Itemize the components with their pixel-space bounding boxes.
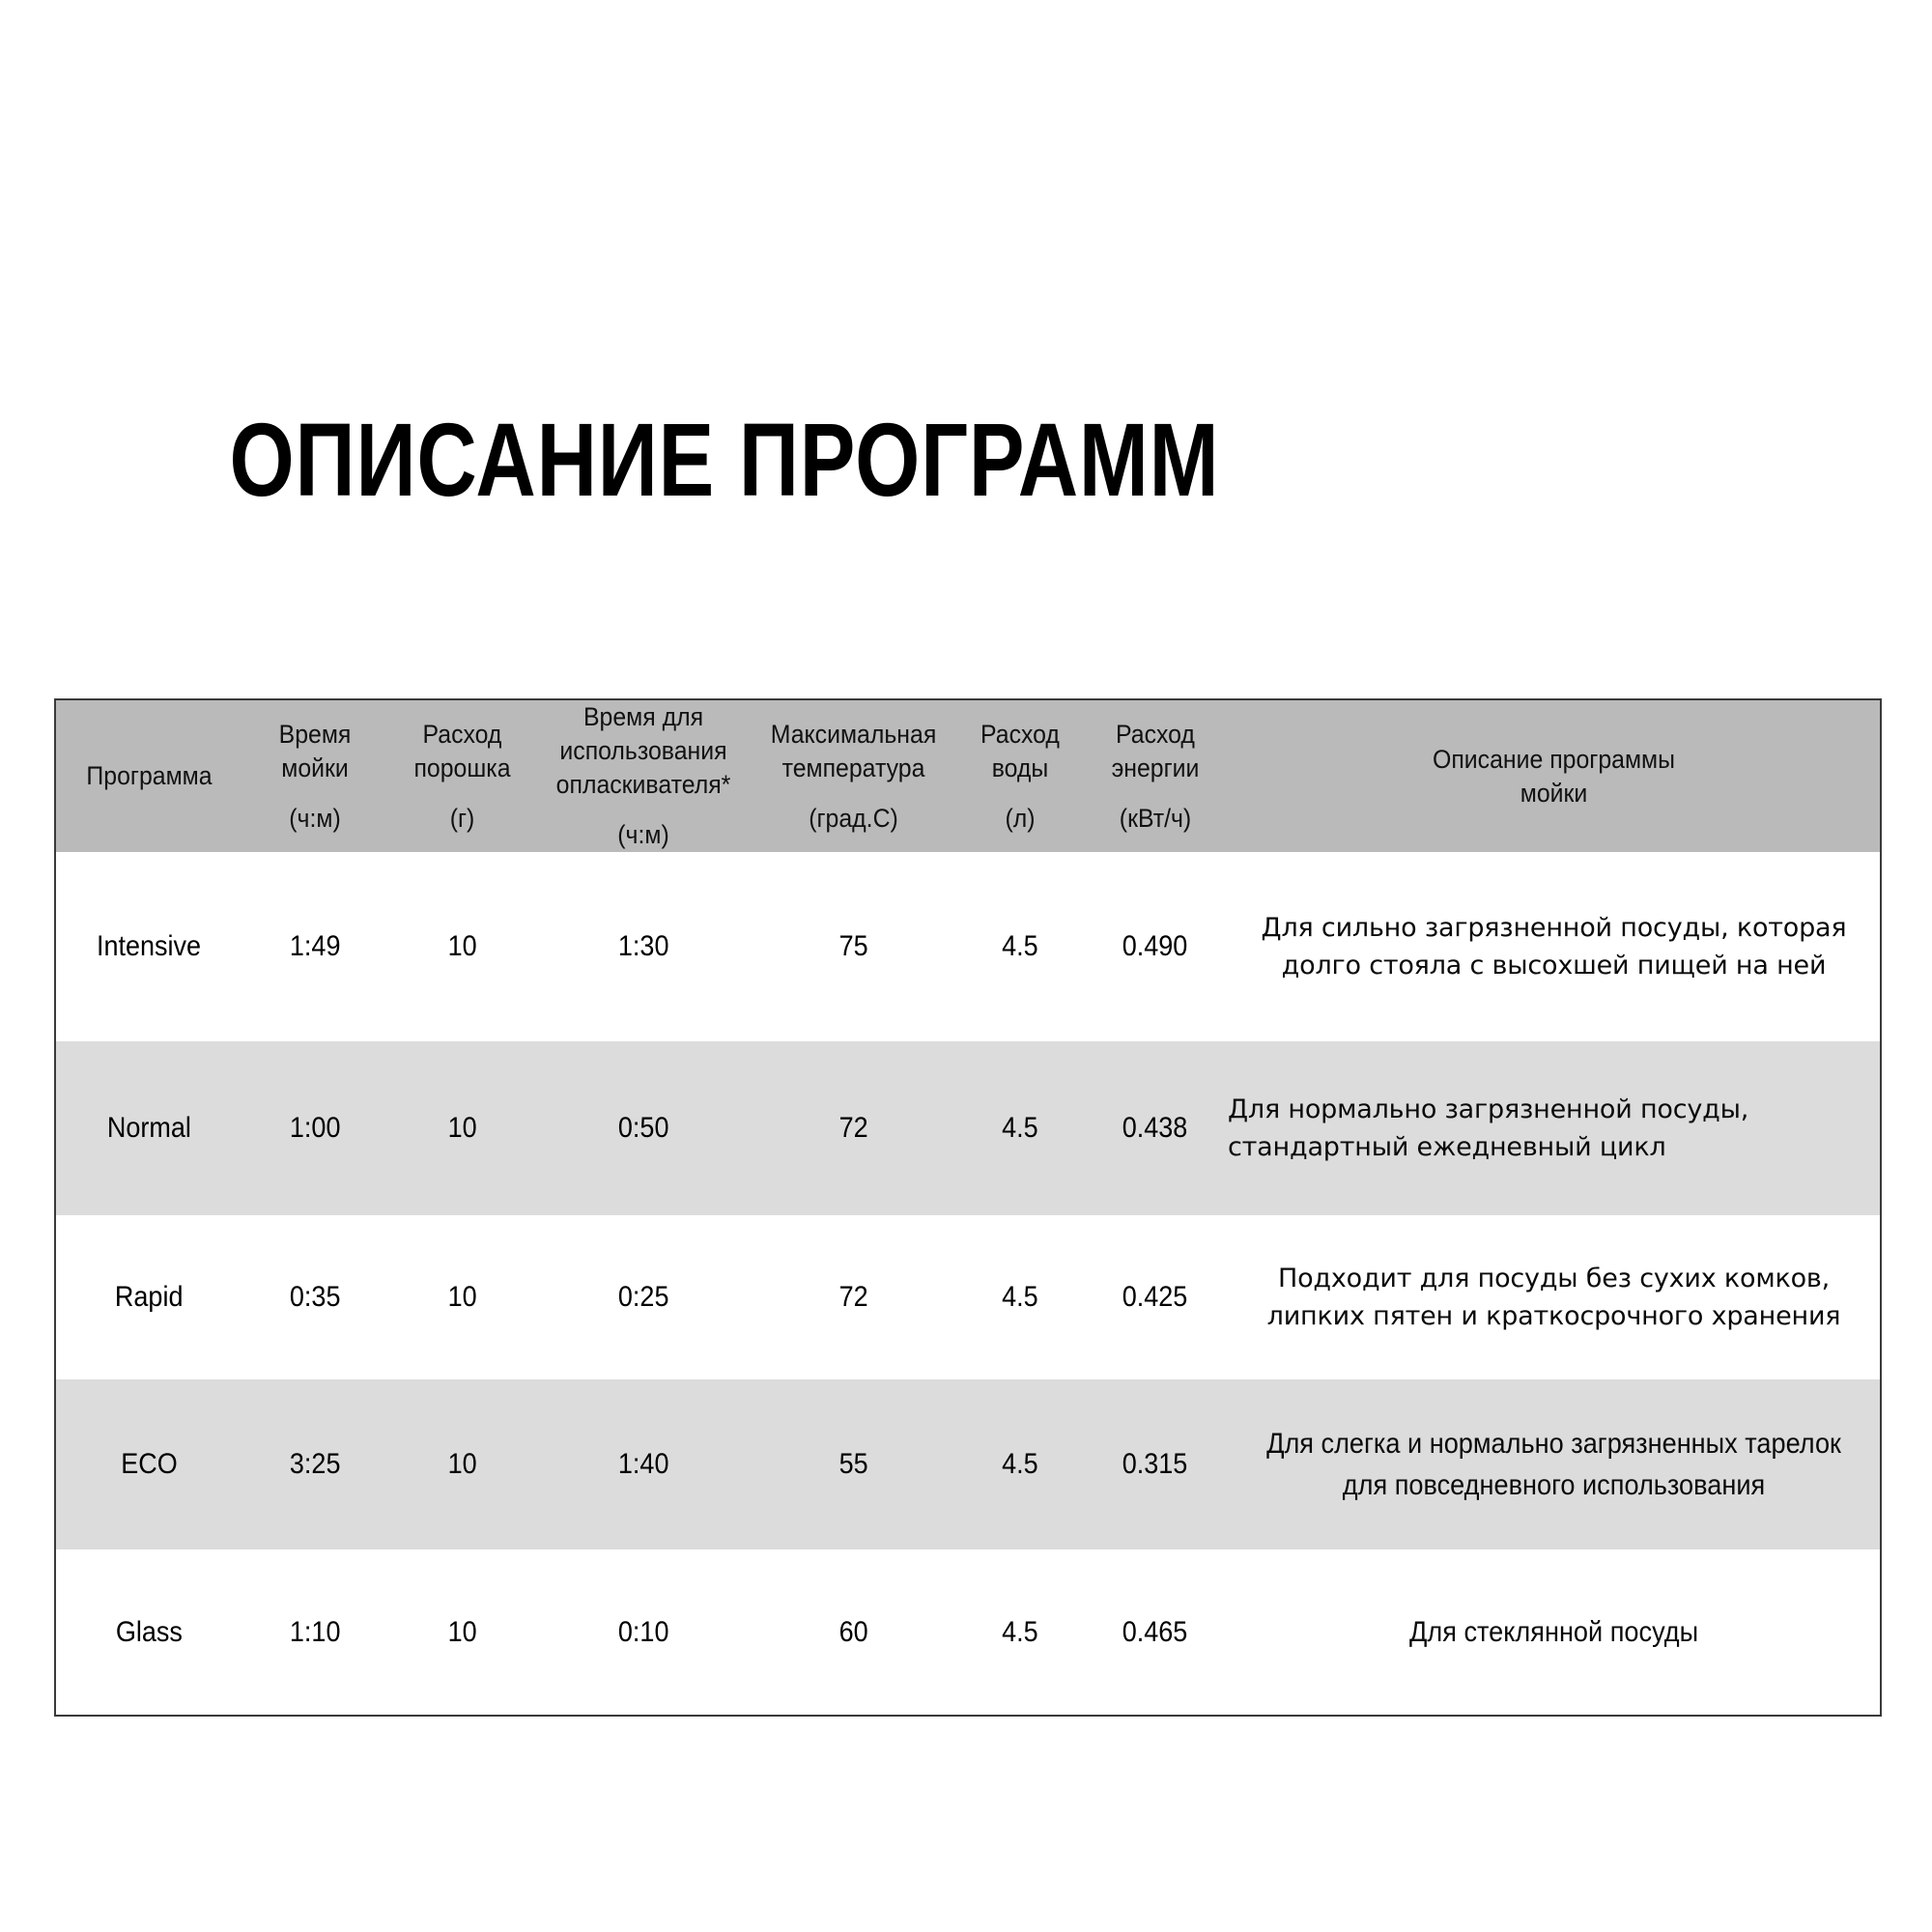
cell-max-temp: [750, 1549, 957, 1716]
table-row: [55, 1379, 1881, 1549]
powder-value: 10: [447, 930, 477, 963]
max-temp-value: 60: [838, 1615, 868, 1648]
programs-table: [54, 698, 1882, 1717]
table-row: [55, 1549, 1881, 1716]
header-line-1: Максимальная: [770, 719, 937, 749]
water-value: 4.5: [1002, 1615, 1038, 1648]
program-name: Glass: [115, 1615, 184, 1648]
powder-value: 10: [447, 1615, 477, 1648]
column-header-max-temp: [750, 699, 957, 852]
cell-energy: [1083, 852, 1228, 1041]
cell-energy: [1083, 1549, 1228, 1716]
cell-energy: [1083, 1379, 1228, 1549]
energy-value: 0.465: [1122, 1615, 1188, 1648]
header-unit: (г): [449, 803, 475, 833]
column-header-powder: [387, 699, 537, 852]
header-line-1: Расход: [980, 719, 1060, 749]
max-temp-value: 75: [838, 930, 868, 963]
description-text: Для слегка и нормально загрязненных тарелок для повседневного использования: [1266, 1428, 1841, 1502]
rinse-time-value: 1:30: [617, 930, 669, 963]
rinse-time-value: 1:40: [617, 1448, 669, 1481]
energy-value: 0.438: [1122, 1112, 1188, 1145]
page-title: ОПИСАНИЕ ПРОГРАММ: [229, 401, 1220, 518]
powder-value: 10: [447, 1112, 477, 1145]
cell-description: Для сильно загрязненной посуды, которая долго стояла с высохшей пищей на ней: [1261, 912, 1847, 981]
program-name: ECO: [121, 1448, 178, 1481]
cell-description: [1228, 1379, 1881, 1549]
max-temp-value: 55: [838, 1448, 868, 1481]
header-line-3: опласкивателя*: [555, 770, 731, 800]
header-line-2: мойки: [1520, 778, 1588, 808]
max-temp-value: 72: [838, 1281, 868, 1314]
cell-powder: [387, 1549, 537, 1716]
cell-rinse-time: [537, 1041, 750, 1215]
cell-program: [55, 1549, 242, 1716]
cell-wash-time: [242, 1041, 387, 1215]
cell-powder: [387, 1379, 537, 1549]
column-header-rinse-time: [537, 699, 750, 852]
powder-value: 10: [447, 1448, 477, 1481]
cell-energy: [1083, 1041, 1228, 1215]
table-row: [55, 852, 1881, 1041]
cell-program: [55, 852, 242, 1041]
cell-rinse-time: [537, 1215, 750, 1379]
cell-wash-time: [242, 852, 387, 1041]
column-header-description: [1228, 699, 1881, 852]
max-temp-value: 72: [838, 1112, 868, 1145]
header-unit: (град.С): [809, 803, 898, 833]
header-line-2: порошка: [413, 753, 511, 782]
header-line-2: энергии: [1111, 753, 1200, 782]
cell-max-temp: [750, 1215, 957, 1379]
program-name: Intensive: [97, 930, 202, 963]
cell-rinse-time: [537, 852, 750, 1041]
column-header-program: [55, 699, 242, 852]
cell-powder: [387, 852, 537, 1041]
cell-rinse-time: [537, 1549, 750, 1716]
header-line-2: температура: [781, 753, 925, 782]
cell-program: [55, 1041, 242, 1215]
column-header-energy: [1083, 699, 1228, 852]
cell-rinse-time: [537, 1379, 750, 1549]
program-name: Rapid: [115, 1281, 184, 1314]
cell-water: [957, 1379, 1083, 1549]
cell-wash-time: [242, 1215, 387, 1379]
cell-water: [957, 1549, 1083, 1716]
column-header-wash-time: [242, 699, 387, 852]
cell-water: [957, 1215, 1083, 1379]
wash-time-value: 3:25: [289, 1448, 341, 1481]
column-header-water: [957, 699, 1083, 852]
cell-water: [957, 1041, 1083, 1215]
energy-value: 0.425: [1122, 1281, 1188, 1314]
cell-powder: [387, 1041, 537, 1215]
cell-max-temp: [750, 1379, 957, 1549]
energy-value: 0.490: [1122, 930, 1188, 963]
header-line-1: Время для: [582, 702, 704, 731]
rinse-time-value: 0:50: [617, 1112, 669, 1145]
header-unit: (кВт/ч): [1119, 803, 1192, 833]
cell-powder: [387, 1215, 537, 1379]
cell-max-temp: [750, 852, 957, 1041]
water-value: 4.5: [1002, 1112, 1038, 1145]
cell-energy: [1083, 1215, 1228, 1379]
water-value: 4.5: [1002, 1281, 1038, 1314]
cell-program: [55, 1379, 242, 1549]
description-text: Для стеклянной посуды: [1408, 1616, 1699, 1649]
wash-time-value: 1:49: [289, 930, 341, 963]
cell-program: [55, 1215, 242, 1379]
table-header: [55, 699, 1881, 852]
header-line-1: Время: [278, 719, 352, 749]
powder-value: 10: [447, 1281, 477, 1314]
water-value: 4.5: [1002, 930, 1038, 963]
cell-max-temp: [750, 1041, 957, 1215]
cell-description: [1228, 1549, 1881, 1716]
header-unit: (л): [1005, 803, 1036, 833]
header-line-1: Расход: [1116, 719, 1195, 749]
cell-water: [957, 852, 1083, 1041]
energy-value: 0.315: [1122, 1448, 1188, 1481]
header-line-1: Расход: [422, 719, 502, 749]
table-row: [55, 1215, 1881, 1379]
program-name: Normal: [106, 1112, 192, 1145]
wash-time-value: 1:00: [289, 1112, 341, 1145]
wash-time-value: 0:35: [289, 1281, 341, 1314]
header-line-2: воды: [991, 753, 1049, 782]
header-unit: (ч:м): [617, 820, 669, 850]
header-row: [55, 699, 1881, 852]
header-line-2: мойки: [281, 753, 349, 782]
cell-wash-time: [242, 1379, 387, 1549]
header-unit: (ч:м): [289, 803, 341, 833]
header-line-2: использования: [559, 736, 727, 766]
header-line-1: Программа: [86, 761, 213, 791]
rinse-time-value: 0:25: [617, 1281, 669, 1314]
cell-description: Подходит для посуды без сухих комков, липких пятен и краткосрочного хранения: [1266, 1263, 1841, 1332]
table-body: [55, 852, 1881, 1716]
cell-description: Для нормально загрязненной посуды, стандартный ежедневный цикл: [1228, 1094, 1749, 1163]
water-value: 4.5: [1002, 1448, 1038, 1481]
page-title-container: [0, 401, 1449, 518]
table-row: [55, 1041, 1881, 1215]
cell-wash-time: [242, 1549, 387, 1716]
rinse-time-value: 0:10: [617, 1615, 669, 1648]
wash-time-value: 1:10: [289, 1615, 341, 1648]
header-line-1: Описание программы: [1433, 744, 1675, 774]
